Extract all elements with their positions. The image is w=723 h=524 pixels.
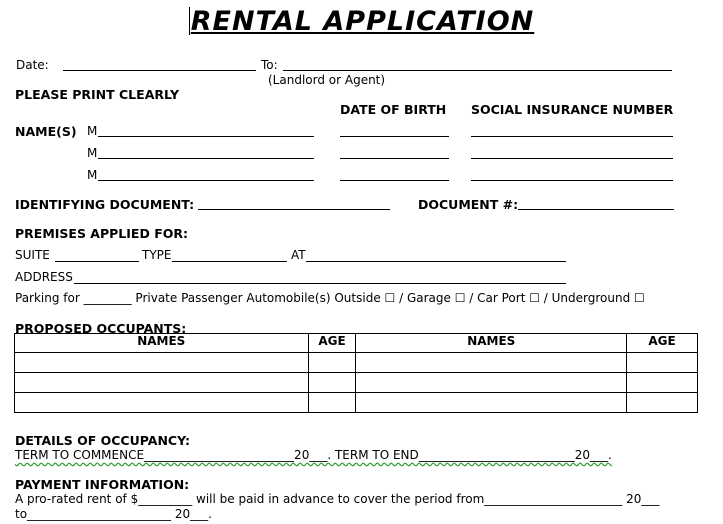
names-label: NAME(S) [15,124,77,139]
name-prefix: M [87,124,98,138]
type-field[interactable] [172,261,287,262]
name-prefix: M [87,168,98,182]
to-label: To: [261,58,278,72]
sin-field-3[interactable] [471,180,673,181]
dob-field-3[interactable] [340,180,449,181]
column-header-names: NAMES [356,334,627,353]
identifying-document-field[interactable] [198,209,390,210]
occupant-name-cell[interactable] [15,373,309,393]
dob-field-2[interactable] [340,158,449,159]
occupant-age-cell[interactable] [627,373,698,393]
at-label: AT [291,248,306,262]
premises-heading: PREMISES APPLIED FOR: [15,226,188,241]
occupant-name-cell[interactable] [356,393,627,413]
name-prefix: M [87,146,98,160]
dob-field-1[interactable] [340,136,449,137]
form-title [0,6,723,37]
column-header-age: AGE [308,334,356,353]
name-field-2[interactable] [98,158,314,159]
occupant-age-cell[interactable] [308,353,356,373]
occupant-age-cell[interactable] [627,393,698,413]
occupant-age-cell[interactable] [308,373,356,393]
occupant-name-cell[interactable] [356,373,627,393]
document-number-field[interactable] [518,209,674,210]
occupant-name-cell[interactable] [15,393,309,413]
form-title-text: RENTAL APPLICATION [190,6,535,37]
date-field[interactable] [63,70,256,71]
suite-label: SUITE [15,248,50,262]
suite-field[interactable] [55,261,139,262]
table-row [15,353,698,373]
table-row [15,373,698,393]
table-row [15,393,698,413]
document-number-label: DOCUMENT #: [418,197,519,212]
to-hint: (Landlord or Agent) [268,73,386,87]
dob-header: DATE OF BIRTH [340,102,447,117]
parking-line: Parking for ________ Private Passenger Automobile(s) Outside ☐ / Garage ☐ / Car Port ☐ / Underground ☐ [15,291,645,305]
column-header-names: NAMES [15,334,309,353]
column-header-age: AGE [627,334,698,353]
name-field-3[interactable] [98,180,314,181]
at-field[interactable] [306,261,566,262]
occupant-age-cell[interactable] [308,393,356,413]
sin-field-1[interactable] [471,136,673,137]
identifying-document-label: IDENTIFYING DOCUMENT: [15,197,195,212]
to-field[interactable] [283,70,672,71]
payment-line-2[interactable]: to________________________ 20___. [15,507,212,521]
sin-field-2[interactable] [471,158,673,159]
occupant-age-cell[interactable] [627,353,698,373]
term-line[interactable]: TERM TO COMMENCE_________________________20___. TERM TO END__________________________20___. [15,448,612,462]
occupant-name-cell[interactable] [15,353,309,373]
name-field-1[interactable] [98,136,314,137]
date-label: Date: [16,58,49,72]
address-label: ADDRESS [15,270,73,284]
text-cursor [189,7,190,35]
payment-line-1[interactable]: A pro-rated rent of $_________ will be paid in advance to cover the period from_______________________ 20___ [15,492,660,506]
address-field[interactable] [74,283,566,284]
occupant-name-cell[interactable] [356,353,627,373]
payment-heading: PAYMENT INFORMATION: [15,477,190,492]
sin-header: SOCIAL INSURANCE NUMBER [471,102,674,117]
occupants-table [14,333,698,413]
occupancy-heading: DETAILS OF OCCUPANCY: [15,433,191,448]
please-print-heading: PLEASE PRINT CLEARLY [15,87,180,102]
occupants-heading: PROPOSED OCCUPANTS: [15,321,187,336]
type-label: TYPE [142,248,172,262]
